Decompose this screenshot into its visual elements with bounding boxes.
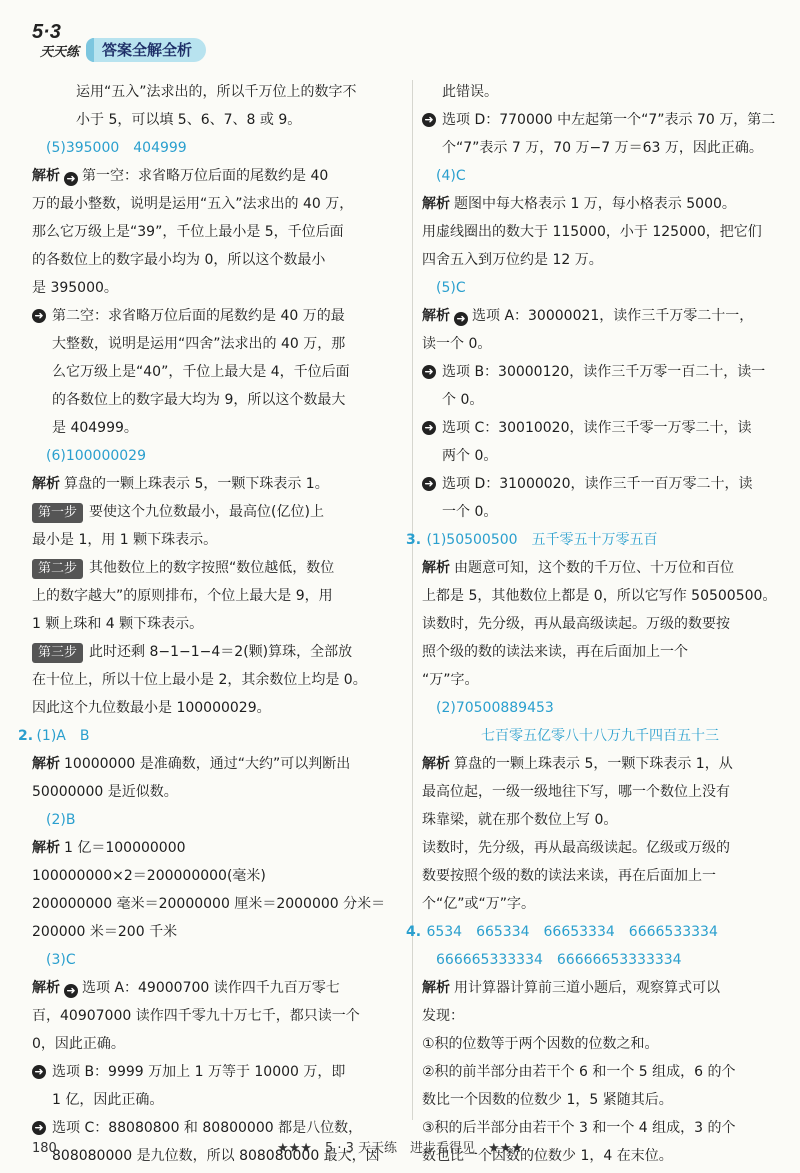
- arrow-icon: ➜: [422, 365, 436, 379]
- option-block: ➜ 选项 B：9999 万加上 1 万等于 10000 万，即 1 亿，因此正确。: [32, 1058, 406, 1114]
- analysis-label: 解析: [422, 560, 450, 576]
- analysis-label: 解析: [422, 308, 450, 324]
- question-number: 3.: [406, 532, 422, 548]
- brand-logo: 5·3 天天练: [32, 21, 80, 59]
- analysis-label: 解析: [32, 840, 60, 856]
- arrow-icon: ➜: [64, 984, 78, 998]
- answer-line: (1)A B: [36, 728, 90, 744]
- option-block: ➜ 第二空：求省略万位后面的尾数约是 40 万的最 大整数，说明是运用“四舍”法求出的 40 万，那 么它万级上是“40”，千位上最大是 4，千位后面 的各数位上的数字最大均为 9，所以这个数最大 是 404999。: [32, 302, 406, 442]
- column-divider: [412, 80, 413, 1120]
- text-line: 运用“五入”法求出的，所以千万位上的数字不: [76, 84, 357, 100]
- arrow-icon: ➜: [422, 477, 436, 491]
- step-badge: 第三步: [32, 643, 83, 663]
- option-block: ➜ 选项 C：88080800 和 80800000 都是八位数， 808080000 是九位数，所以 808080000 最大，因: [32, 1114, 406, 1170]
- page-number: 180: [32, 1141, 57, 1156]
- answer-line: 6534 665334 66653334 6666533334: [426, 924, 718, 940]
- answer-line: (2)70500889453: [436, 700, 554, 716]
- analysis-label: 解析: [422, 196, 450, 212]
- section-tab: 答案全解全析: [92, 38, 206, 62]
- arrow-icon: ➜: [32, 1065, 46, 1079]
- text-line: 小于 5，可以填 5、6、7、8 或 9。: [76, 112, 302, 128]
- analysis-label: 解析: [32, 168, 60, 184]
- option-block: ➜ 选项 C：30010020，读作三千零一万零二十，读 两个 0。: [422, 414, 778, 470]
- arrow-icon: ➜: [32, 309, 46, 323]
- answer-line: (6)100000029: [46, 448, 146, 464]
- option-block: ➜ 选项 D：770000 中左起第一个“7”表示 70 万，第二 个“7”表示 7 万，70 万−7 万＝63 万，因此正确。: [422, 106, 778, 162]
- step-badge: 第一步: [32, 503, 83, 523]
- answer-line: (3)C: [46, 952, 76, 968]
- arrow-icon: ➜: [454, 312, 468, 326]
- left-column: 运用“五入”法求出的，所以千万位上的数字不 小于 5，可以填 5、6、7、8 或 9。 (5)395000 404999 解析 ➜ 第一空：求省略万位后面的尾数约是 40 万的最小整数，说明是运用“五入”法求出的 40 万， 那么它万级上是“39”，千位上最小是 5，千位后面 的各数位上的数字最小均为 0，所以这个数最小 是 395000。 ➜ 第二空：求省略万位后面的尾数约是 40 万的最 大整数，说明是运用“四舍”法求出的 40 万，那 么它万级上是“40”，千位上最大是 4，千位后面 的各数位上的数字最大均为 9，所以这个数最大 是 404999。 (6)100000029 解析 算盘的一颗上珠表示 5，一颗下珠表示 1。 第一步 要使这个九位数最小，最高位(亿位)上 最小是 1，用 1 颗下珠表示。 第二步 其他数位上的数字按照“数位越低，数位 上的数字越大”的原则排布，个位上最大是 9，用 1 颗上珠和 4 颗下珠表示。 第三步 此时还剩 8−1−1−4＝2(颗)算珠，全部放 在十位上，所以十位上最小是 2，其余数位上均是 0。 因此这个九位数最小是 100000029。 2. (1)A B 解析 10000000 是准确数，通过“大约”可以判断出 50000000 是近似数。 (2)B 解析 1 亿＝100000000 100000000×2＝200000000(毫米) 200000000 毫米＝20000000 厘米＝2000000 分米＝ 200000 米＝200 千米 (3)C 解析 ➜ 选项 A：49000700 读作四千九百万零七 百，40907000 读作四千零九十万七千，都只读一个 0，因此正确。 ➜ 选项 B：9999 万加上 1 万等于 10000 万，即 1 亿，因此正确。 ➜ 选项 C：88080800 和 80800000 都是八位数， 808080000 是九位数，所以 808080000 最大，因: [32, 78, 406, 1170]
- footer-slogan: ★★★ 5 · 3 天天练 进步看得见 ★★★: [277, 1141, 523, 1156]
- analysis-label: 解析: [32, 980, 60, 996]
- answer-line: (2)B: [46, 812, 76, 828]
- analysis-label: 解析: [422, 980, 450, 996]
- analysis-label: 解析: [422, 756, 450, 772]
- answer-line: 七百零五亿零八十八万九千四百五十三: [481, 728, 719, 744]
- page-footer: [0, 1134, 800, 1164]
- arrow-icon: ➜: [32, 1121, 46, 1135]
- arrow-icon: ➜: [422, 113, 436, 127]
- answer-line: 666665333334 66666653333334: [436, 952, 682, 968]
- option-block: ➜ 选项 B：30000120，读作三千万零一百二十，读一 个 0。: [422, 358, 778, 414]
- question-number: 2.: [18, 728, 34, 744]
- right-column: 此错误。 ➜ 选项 D：770000 中左起第一个“7”表示 70 万，第二 个“7”表示 7 万，70 万−7 万＝63 万，因此正确。 (4)C 解析 题图中每大格表示 1 万，每小格表示 5000。 用虚线圈出的数大于 115000，小于 125000，把它们 四舍五入到万位约是 12 万。 (5)C 解析 ➜ 选项 A：30000021，读作三千万零二十一， 读一个 0。 ➜ 选项 B：30000120，读作三千万零一百二十，读一 个 0。 ➜ 选项 C：30010020，读作三千零一万零二十，读 两个 0。 ➜ 选项 D：31000020，读作三千一百万零二十，读 一个 0。 3. (1)50500500 五千零五十万零五百 解析 由题意可知，这个数的千万位、十万位和百位 上都是 5，其他数位上都是 0，所以它写作 50500500。 读数时，先分级，再从最高级读起。万级的数要按 照个级的数的读法来读，再在后面加上一个 “万”字。 (2)70500889453 七百零五亿零八十八万九千四百五十三 解析 算盘的一颗上珠表示 5，一颗下珠表示 1，从 最高位起，一级一级地往下写，哪一个数位上没有 珠靠梁，就在那个数位上写 0。 读数时，先分级，再从最高级读起。亿级或万级的 数要按照个级的数的读法来读，再在后面加上一 个“亿”或“万”字。 4. 6534 665334 66653334 6666533334 666665333334 66666653333334 解析 用计算器计算前三道小题后，观察算式可以 发现： ①积的位数等于两个因数的位数之和。 ②积的前半部分由若干个 6 和一个 5 组成，6 的个 数比一个因数的位数少 1，5 紧随其后。 ③积的后半部分由若干个 3 和一个 4 组成，3 的个 数也比一个因数的位数少 1，4 在末位。: [406, 84, 777, 1164]
- answer-line: (5)C: [436, 280, 466, 296]
- arrow-icon: ➜: [422, 421, 436, 435]
- analysis-label: 解析: [32, 476, 60, 492]
- page-header: [0, 0, 800, 72]
- arrow-icon: ➜: [64, 172, 78, 186]
- analysis-label: 解析: [32, 756, 60, 772]
- answer-line: (5)395000 404999: [46, 140, 187, 156]
- question-number: 4.: [406, 924, 422, 940]
- answer-line: (1)50500500 五千零五十万零五百: [426, 532, 658, 548]
- step-badge: 第二步: [32, 559, 83, 579]
- answer-line: (4)C: [436, 168, 466, 184]
- option-block: ➜ 选项 D：31000020，读作三千一百万零二十，读 一个 0。: [422, 470, 778, 526]
